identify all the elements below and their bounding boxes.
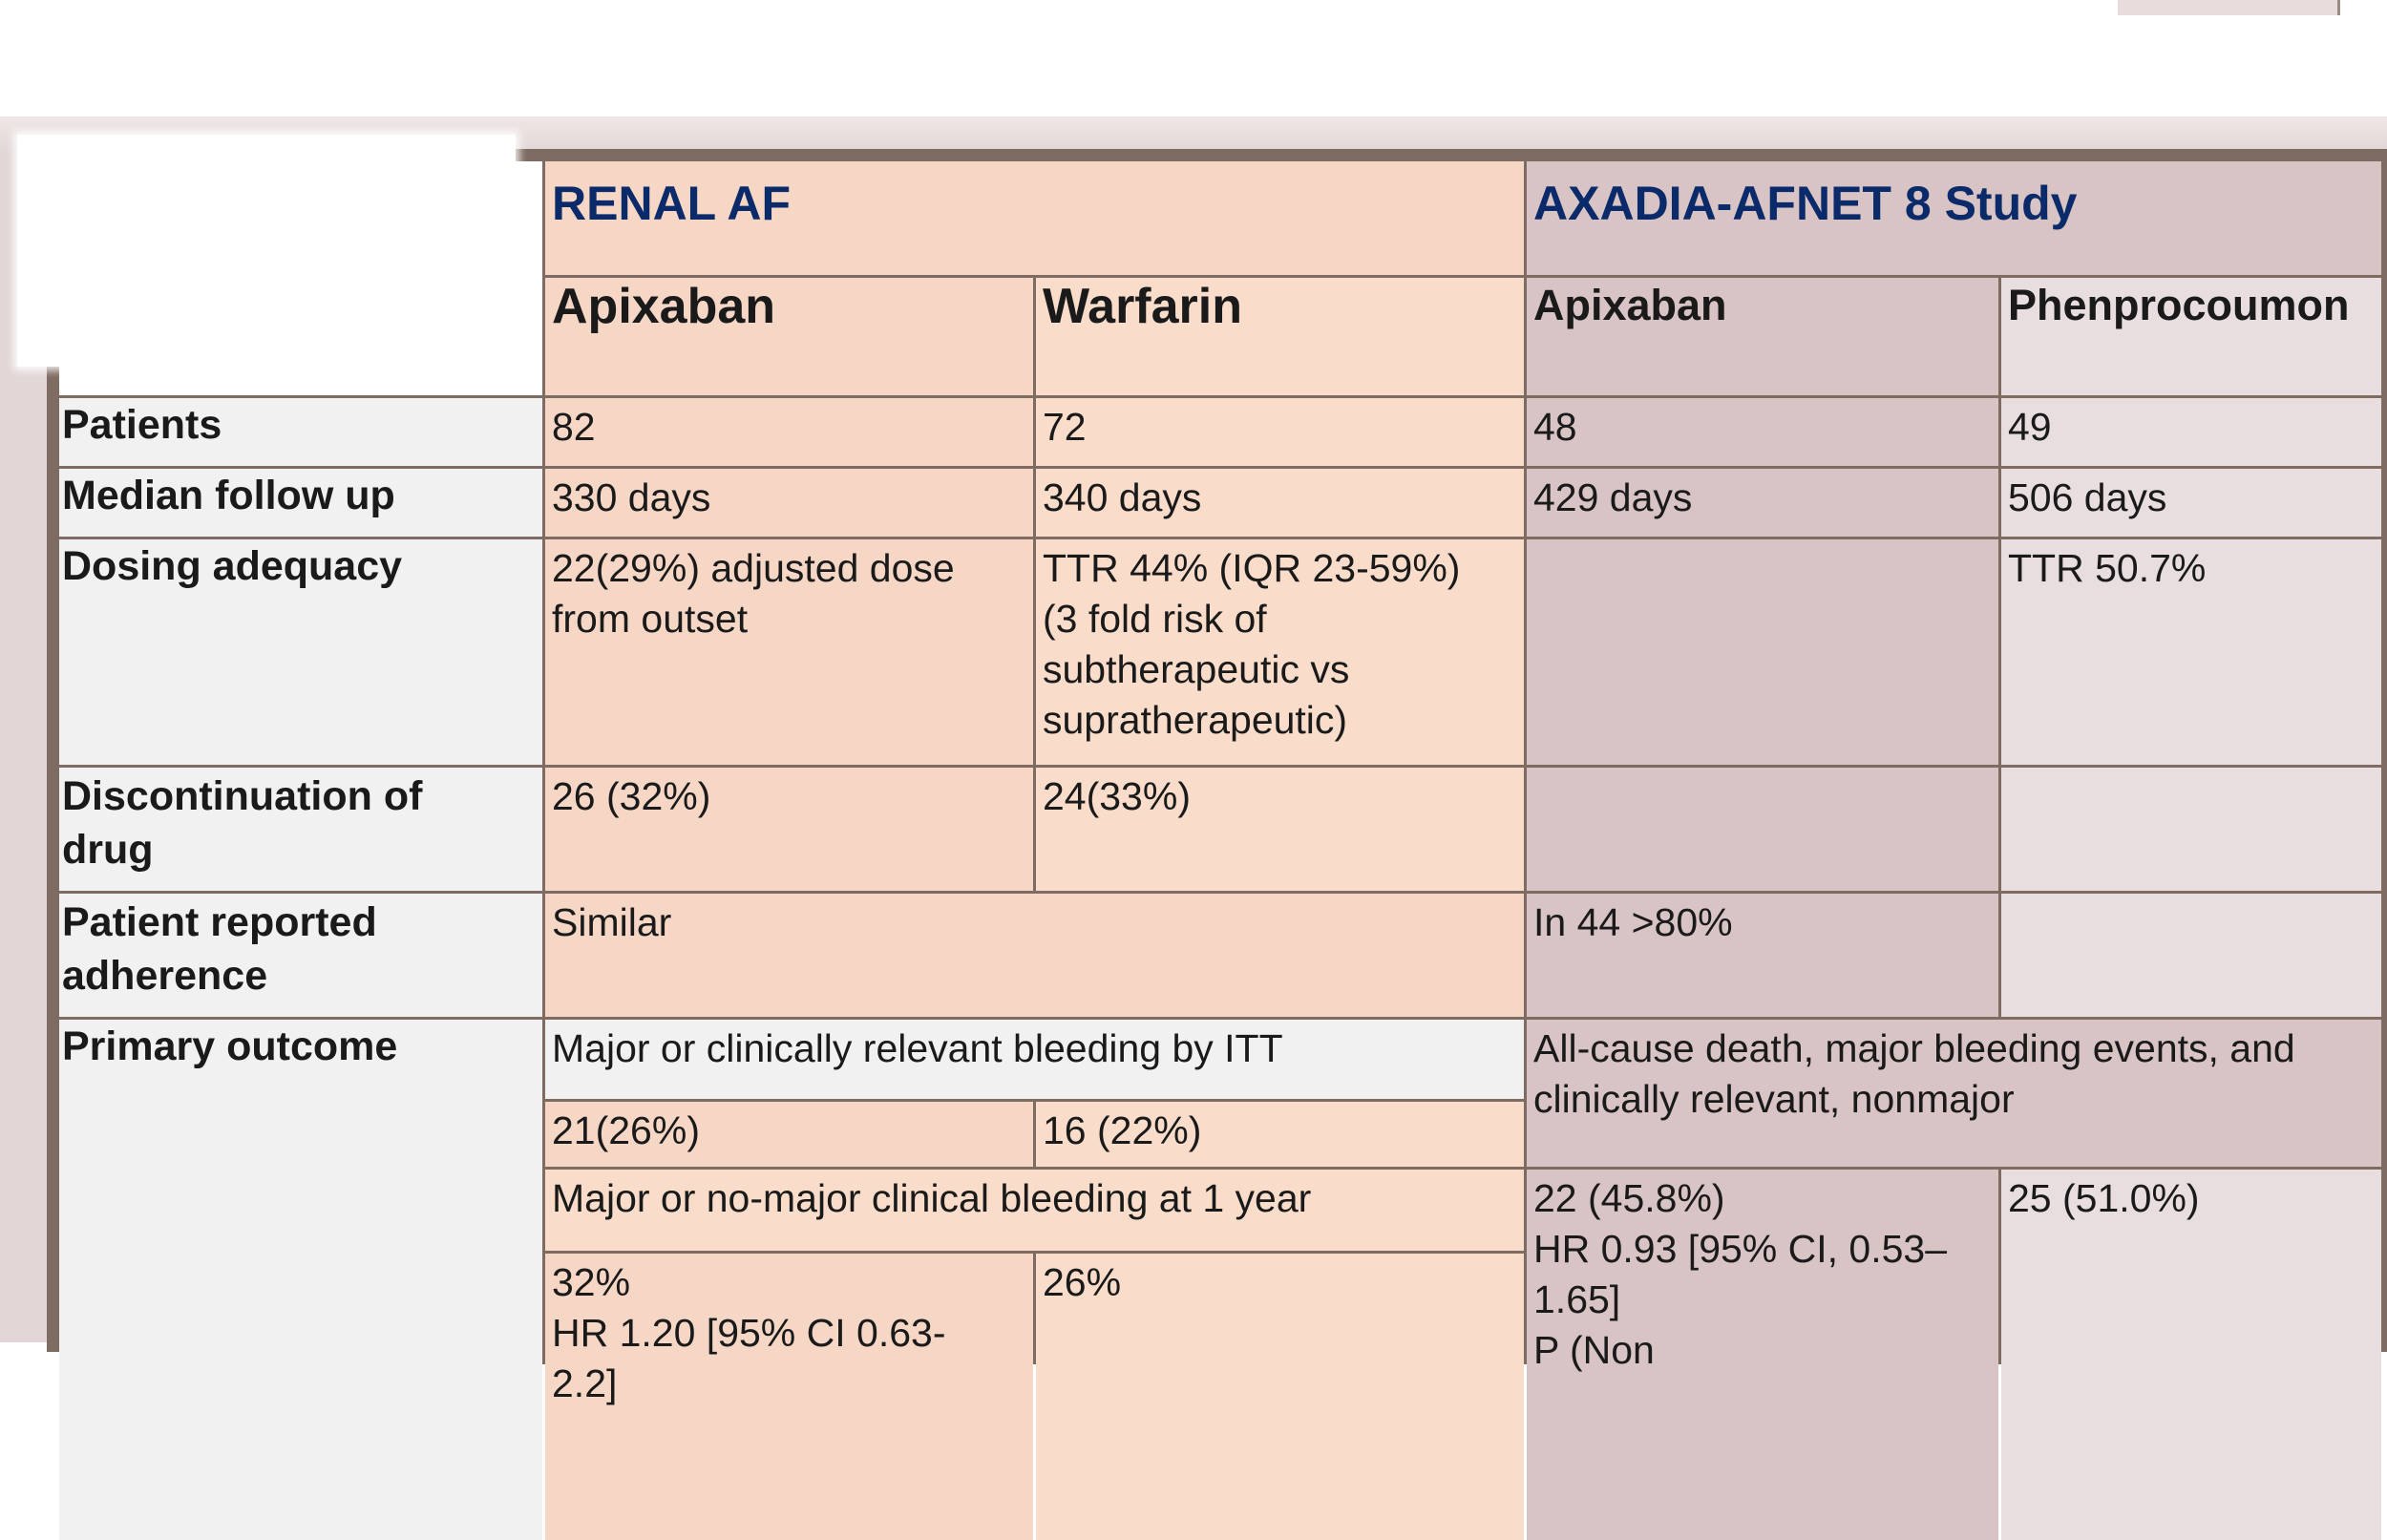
- row-label-patients: Patients: [59, 398, 542, 466]
- row-label-primary-outcome: Primary outcome: [59, 1020, 542, 1540]
- subheader-renal-warfarin: Warfarin: [1036, 278, 1524, 395]
- row-label-median-follow-up: Median follow up: [59, 469, 542, 537]
- cell-followup-renal-warfarin: 340 days: [1036, 469, 1524, 537]
- header-renal-af: RENAL AF: [545, 161, 1524, 275]
- text-line: HR 0.93 [95% CI, 0.53–: [1533, 1227, 1948, 1271]
- text-line: clinically relevant, nonmajor: [1533, 1077, 2015, 1121]
- text-line: TTR 44% (IQR 23-59%): [1043, 546, 1461, 590]
- cell-primary-renal-warfarin-2: 26%: [1036, 1254, 1524, 1540]
- header-axadia: AXADIA-AFNET 8 Study: [1527, 161, 2381, 275]
- text-line: 22 (45.8%): [1533, 1176, 1725, 1220]
- cell-dosing-renal-warfarin: [1036, 539, 1524, 765]
- cell-adherence-axadia-apixaban: In 44 >80%: [1527, 894, 1998, 1017]
- cell-patients-renal-warfarin: 72: [1036, 398, 1524, 466]
- cell-discontinuation-renal-warfarin: 24(33%): [1036, 768, 1524, 891]
- cell-dosing-axadia-phenprocoumon: TTR 50.7%: [2001, 539, 2381, 765]
- cell-patients-axadia-apixaban: 48: [1527, 398, 1998, 466]
- cell-adherence-renal: Similar: [545, 894, 1524, 1017]
- subheader-axadia-phenprocoumon: Phenprocoumon: [2001, 278, 2381, 395]
- text-line: 2.2]: [552, 1361, 618, 1405]
- corner-highlight-box: [17, 135, 516, 367]
- cell-primary-renal-definition-2: Major or no-major clinical bleeding at 1 year: [545, 1170, 1524, 1251]
- cell-primary-axadia-apixaban: [1527, 1170, 1998, 1540]
- text-line: All-cause death, major bleeding events, and: [1533, 1026, 2295, 1070]
- top-edge-tab: [2118, 0, 2337, 15]
- text-line: subtherapeutic vs: [1043, 647, 1350, 691]
- text-line: 32%: [552, 1260, 631, 1304]
- row-label-patient-reported-adherence: [59, 894, 542, 1017]
- text-line: Discontinuation of: [62, 773, 423, 819]
- text-line: 1.65]: [1533, 1277, 1621, 1321]
- cell-followup-renal-apixaban: 330 days: [545, 469, 1033, 537]
- cell-followup-axadia-apixaban: 429 days: [1527, 469, 1998, 537]
- text-line: adherence: [62, 953, 268, 999]
- cell-followup-axadia-phenprocoumon: 506 days: [2001, 469, 2381, 537]
- cell-primary-renal-warfarin: 16 (22%): [1036, 1102, 1524, 1167]
- cell-primary-axadia-definition: [1527, 1020, 2381, 1167]
- text-line: HR 1.20 [95% CI 0.63-: [552, 1311, 946, 1355]
- cell-discontinuation-axadia-apixaban: [1527, 768, 1998, 891]
- cell-patients-axadia-phenprocoumon: 49: [2001, 398, 2381, 466]
- cell-patients-renal-apixaban: 82: [545, 398, 1033, 466]
- top-edge-divider: [2337, 0, 2340, 15]
- text-line: (3 fold risk of: [1043, 597, 1267, 641]
- cell-primary-axadia-phenprocoumon: 25 (51.0%): [2001, 1170, 2381, 1540]
- text-line: drug: [62, 827, 154, 873]
- subheader-renal-apixaban: Apixaban: [545, 278, 1033, 395]
- cell-adherence-axadia-phenprocoumon: [2001, 894, 2381, 1017]
- cell-primary-renal-apixaban: 21(26%): [545, 1102, 1033, 1167]
- cell-primary-renal-apixaban-2: [545, 1254, 1033, 1540]
- cell-dosing-renal-apixaban: [545, 539, 1033, 765]
- cell-primary-renal-definition: Major or clinically relevant bleeding by ITT: [545, 1020, 1524, 1099]
- row-label-discontinuation: [59, 768, 542, 891]
- text-line: P (Non: [1533, 1328, 1655, 1372]
- text-line: from outset: [552, 597, 749, 641]
- text-line: Patient reported: [62, 899, 377, 945]
- row-label-dosing-adequacy: Dosing adequacy: [59, 539, 542, 765]
- cell-discontinuation-axadia-phenprocoumon: [2001, 768, 2381, 891]
- subheader-axadia-apixaban: Apixaban: [1527, 278, 1998, 395]
- text-line: 22(29%) adjusted dose: [552, 546, 955, 590]
- cell-dosing-axadia-apixaban: [1527, 539, 1998, 765]
- cell-discontinuation-renal-apixaban: 26 (32%): [545, 768, 1033, 891]
- text-line: supratherapeutic): [1043, 698, 1348, 742]
